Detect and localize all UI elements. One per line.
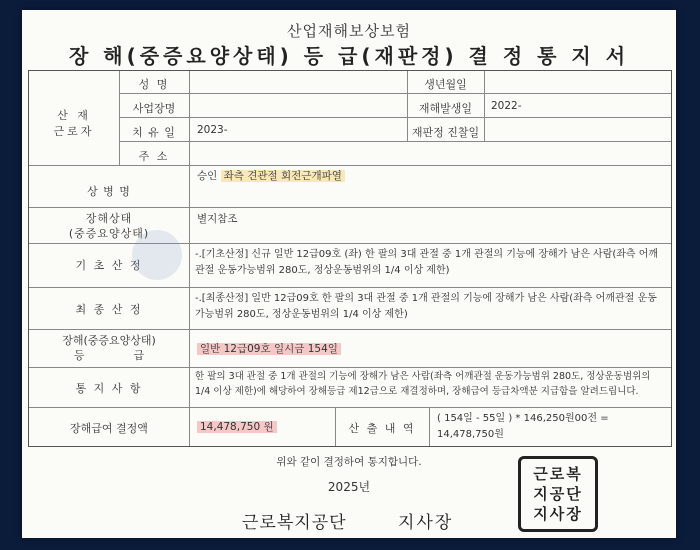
cure-date-label: 치 유 일 xyxy=(132,126,176,139)
seal-row-3: 지사장 xyxy=(533,505,583,523)
issuer-title: 지사장 xyxy=(398,513,454,533)
status-value: 별지참조 xyxy=(197,213,238,225)
injury-value-row xyxy=(197,168,345,183)
final-text: -.[최종산정] 일반 12급09호 한 팔의 3대 관절 중 1개 관절의 기능에 장해가 남은 사람(좌측 어깨관절 운동가능범위 280도, 정상운동범위의 1/4 이상 제한) xyxy=(195,293,657,320)
grade-label xyxy=(29,333,189,363)
cure-date-value: 2023- xyxy=(197,124,228,136)
issuing-org: 근로복지공단 xyxy=(242,513,347,533)
status-label-line2: (중증요양상태) xyxy=(68,227,150,240)
birth-label: 생년월일 xyxy=(424,78,467,91)
calc-value: ( 154일 - 55일 ) * 146,250원00전 = 14,478,750원 xyxy=(437,413,609,440)
basis-label: 기 초 산 정 xyxy=(75,259,143,272)
amount-label: 장해급여 결정액 xyxy=(70,422,148,435)
grade-label-line2: 등 급 xyxy=(73,349,145,362)
decision-form-table xyxy=(28,70,672,447)
injury-label: 상 병 명 xyxy=(87,185,131,198)
seal-row-1: 근로복 xyxy=(533,465,583,483)
notice-label: 통 지 사 항 xyxy=(75,382,143,395)
grade-value-row xyxy=(197,341,341,356)
name-label: 성 명 xyxy=(138,78,170,91)
injury-value: 좌측 견관절 회전근개파열 xyxy=(221,170,345,182)
issue-year: 2025년 xyxy=(327,480,371,494)
document-subtitle: 산업재해보상보험 xyxy=(287,22,411,40)
decision-statement: 위와 같이 결정하여 통지합니다. xyxy=(276,456,422,468)
amount-value-row xyxy=(197,419,277,434)
notice-document xyxy=(22,10,676,538)
basis-text: -.[기초산정] 신규 일반 12급09호 (좌) 한 팔의 3대 관절 중 1개 관절의 기능에 장해가 남은 사람(좌측 어깨관절 운동가능범위 280도, 정상운동범위의 1/4 이상 제한) xyxy=(195,249,659,276)
official-seal-stamp xyxy=(518,456,598,532)
accident-date-label: 재해발생일 xyxy=(418,102,473,115)
workplace-label: 사업장명 xyxy=(132,102,176,115)
amount-value: 14,478,750 원 xyxy=(197,421,277,433)
worker-section-label xyxy=(29,107,119,139)
status-label-line1: 장해상태 xyxy=(85,212,133,225)
watermark-logo xyxy=(132,230,182,280)
accident-date-value: 2022- xyxy=(491,100,522,112)
notice-text: 한 팔의 3대 관절 중 1개 관절의 기능에 장해가 남은 사람(좌측 어깨관절 운동가능범위 280도, 정상운동범위의 1/4 이상 제한)에 해당하여 장해등급 제12급으로 재결정하며, 장해급여 등급차액분 지급함을 알려드립니다. xyxy=(195,371,651,397)
calc-label: 산 출 내 역 xyxy=(348,422,416,435)
worker-section-label-line1: 산 재 xyxy=(57,109,91,122)
final-label: 최 종 산 정 xyxy=(75,303,143,316)
injury-prefix: 승인 xyxy=(197,170,218,182)
seal-row-2: 지공단 xyxy=(533,485,583,503)
worker-section-label-line2: 근로자 xyxy=(53,125,95,138)
grade-label-line1: 장해(중증요양상태) xyxy=(62,334,156,347)
address-label: 주 소 xyxy=(138,150,170,163)
document-title: 장 해(중증요양상태) 등 급(재판정) 결 정 통 지 서 xyxy=(68,44,630,68)
reexam-date-label: 재판정 진찰일 xyxy=(411,126,480,139)
grade-value: 일반 12급09호 일시금 154일 xyxy=(197,343,341,355)
